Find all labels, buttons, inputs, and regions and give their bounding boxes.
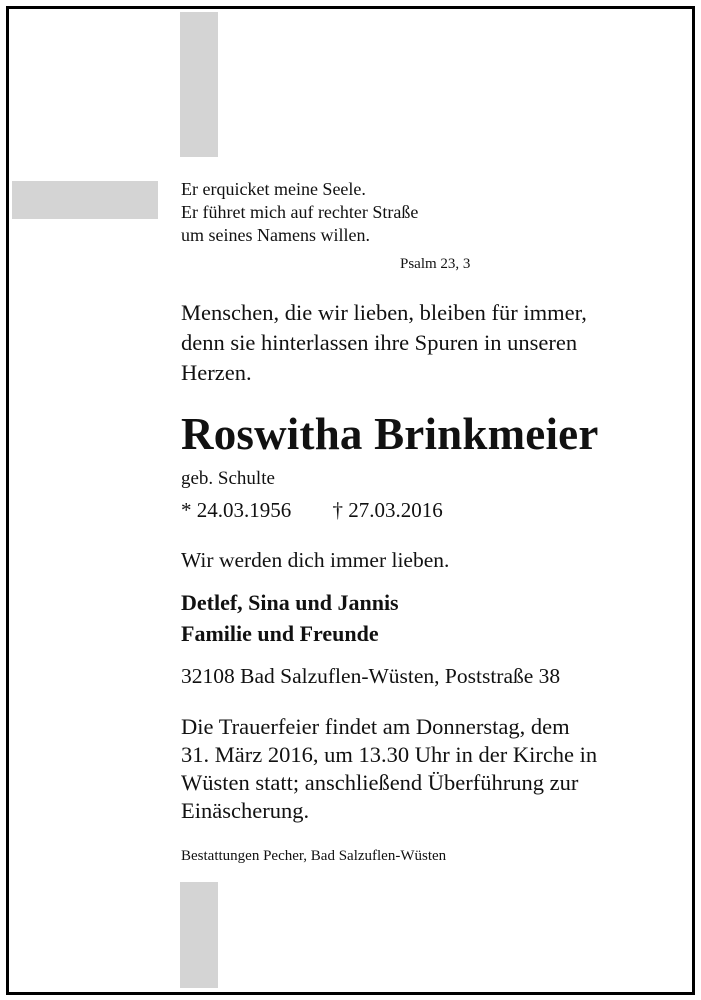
verse-line: Er erquicket meine Seele.	[181, 179, 366, 199]
deceased-name: Roswitha Brinkmeier	[181, 409, 599, 459]
verse-line: Er führet mich auf rechter Straße	[181, 202, 419, 222]
mourner-line: Familie und Freunde	[181, 621, 379, 646]
service-line: Die Trauerfeier findet am Donnerstag, dem	[181, 714, 570, 739]
service-line: 31. März 2016, um 13.30 Uhr in der Kirche in	[181, 742, 598, 767]
quote-line: denn sie hinterlassen ihre Spuren in unseren	[181, 330, 578, 355]
verse-line: um seines Namens willen.	[181, 225, 370, 245]
service-line: Einäscherung.	[181, 798, 310, 823]
mourner-line: Detlef, Sina und Jannis	[181, 590, 399, 615]
birth-date: * 24.03.1956	[181, 498, 292, 522]
cross-left-arm	[12, 181, 158, 219]
family-address: 32108 Bad Salzuflen-Wüsten, Poststraße 38	[181, 664, 561, 688]
death-date: † 27.03.2016	[332, 498, 443, 522]
service-line: Wüsten statt; anschließend Überführung zur	[181, 770, 579, 795]
cross-lower-beam	[180, 882, 218, 988]
memorial-quote	[181, 298, 587, 388]
mourners-list	[181, 587, 399, 649]
birth-name: geb. Schulte	[181, 468, 275, 489]
funeral-service-info	[181, 713, 597, 825]
verse-reference: Psalm 23, 3	[400, 256, 471, 272]
quote-line: Herzen.	[181, 360, 252, 385]
farewell-message: Wir werden dich immer lieben.	[181, 548, 450, 572]
quote-line: Menschen, die wir lieben, bleiben für immer,	[181, 300, 587, 325]
life-dates	[181, 498, 443, 523]
bible-verse	[181, 178, 418, 247]
cross-upper-beam	[180, 12, 218, 157]
undertaker-credit: Bestattungen Pecher, Bad Salzuflen-Wüsten	[181, 848, 447, 864]
